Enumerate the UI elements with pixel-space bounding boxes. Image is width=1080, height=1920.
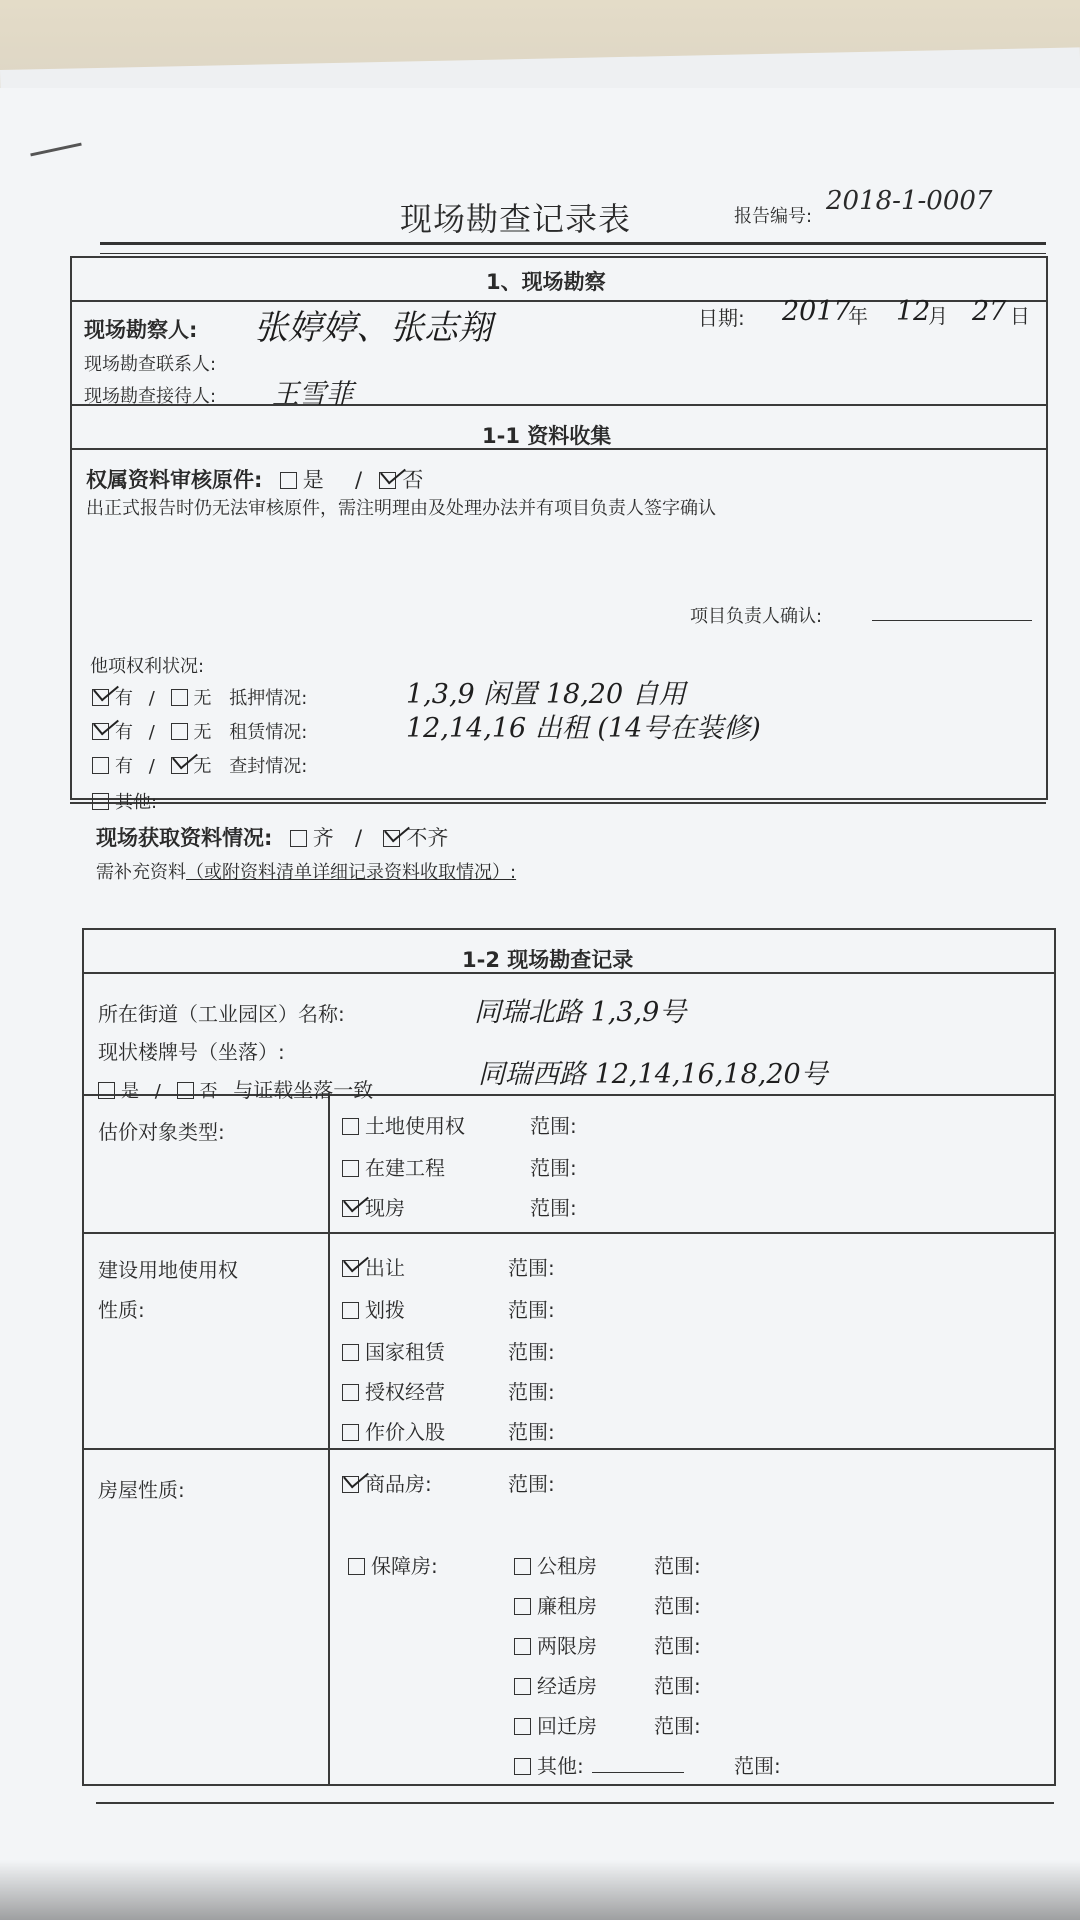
- supplement-note: （或附资料清单详细记录资料收取情况）:: [186, 862, 517, 883]
- land-right-label-line2: 性质:: [98, 1298, 145, 1322]
- commodity-row: [342, 1468, 432, 1497]
- relocation-text: 回迁房: [537, 1714, 597, 1738]
- lease-has-checkbox[interactable]: [92, 723, 109, 740]
- original-review-row: [86, 464, 423, 494]
- mortgage-none-text: 无: [193, 688, 212, 709]
- affordable-other: [514, 1750, 684, 1779]
- supplement-label: 需补充资料: [96, 862, 186, 883]
- house-nature-label: 房屋性质:: [98, 1478, 185, 1502]
- object-type-construction: [342, 1152, 445, 1181]
- affordable-relocation: [514, 1710, 597, 1739]
- scope-label: 范围:: [654, 1714, 701, 1738]
- report-number-label: 报告编号:: [734, 206, 813, 227]
- lease-none-checkbox[interactable]: [171, 723, 188, 740]
- transfer-checkbox[interactable]: [342, 1260, 359, 1277]
- consistent-label: 与证载坐落一致: [233, 1078, 374, 1102]
- consistent-row: [98, 1074, 373, 1103]
- allocation-checkbox[interactable]: [342, 1302, 359, 1319]
- slash: /: [355, 468, 363, 492]
- slash: /: [148, 688, 155, 709]
- rule: [82, 1448, 1054, 1450]
- receiver-signature: 王雪菲: [272, 379, 353, 410]
- affordable-label: 保障房:: [371, 1554, 438, 1578]
- low-rent-text: 廉租房: [537, 1594, 597, 1618]
- other-checkbox[interactable]: [92, 793, 109, 810]
- shares-checkbox[interactable]: [342, 1424, 359, 1441]
- supplement-row: [96, 858, 516, 884]
- land-right-authorized: [342, 1376, 445, 1405]
- allocation-text: 划拨: [365, 1298, 405, 1322]
- other-row: [92, 788, 157, 814]
- object-type-label: 估价对象类型:: [98, 1120, 225, 1144]
- authorized-text: 授权经营: [365, 1380, 445, 1404]
- affordable-other-checkbox[interactable]: [514, 1758, 531, 1775]
- transfer-text: 出让: [365, 1256, 405, 1280]
- mortgage-none-checkbox[interactable]: [171, 689, 188, 706]
- affordable-public-rental: [514, 1550, 597, 1579]
- lease-has-text: 有: [115, 722, 133, 743]
- complete-checkbox[interactable]: [290, 830, 307, 847]
- incomplete-checkbox[interactable]: [383, 830, 400, 847]
- existing-house-text: 现房: [365, 1196, 405, 1220]
- header-double-rule: [100, 242, 1046, 254]
- affordable-price-limited: [514, 1630, 597, 1659]
- slash: /: [148, 756, 155, 777]
- rule: [328, 1094, 330, 1784]
- economic-text: 经适房: [537, 1674, 597, 1698]
- affordable-other-text: 其他:: [537, 1754, 584, 1778]
- date-month: 12: [896, 296, 931, 327]
- land-use-text: 土地使用权: [365, 1114, 465, 1138]
- plate-label: 现状楼牌号（坐落）:: [98, 1040, 285, 1064]
- affordable-low-rent: [514, 1590, 597, 1619]
- affordable-checkbox[interactable]: [348, 1558, 365, 1575]
- seizure-row: [92, 752, 307, 778]
- section-1-title: 1、现场勘察: [486, 270, 606, 294]
- affordable-row: [348, 1550, 438, 1579]
- public-rental-text: 公租房: [537, 1554, 597, 1578]
- original-yes-text: 是: [302, 468, 324, 492]
- scope-label: 范围:: [530, 1114, 577, 1138]
- seizure-has-text: 有: [115, 756, 133, 777]
- lease-handwritten: 12,14,16 出租 (14号在装修): [406, 713, 761, 744]
- shares-text: 作价入股: [365, 1420, 445, 1444]
- seizure-none-text: 无: [193, 756, 212, 777]
- bottom-shadow: [0, 1860, 1080, 1920]
- consistent-yes-checkbox[interactable]: [98, 1082, 115, 1099]
- mortgage-has-text: 有: [115, 688, 133, 709]
- obtained-row: [96, 822, 448, 852]
- price-limited-checkbox[interactable]: [514, 1638, 531, 1655]
- object-type-land: [342, 1110, 465, 1139]
- date-label: 日期:: [698, 306, 745, 330]
- scope-label: 范围:: [654, 1674, 701, 1698]
- land-right-lease: [342, 1336, 445, 1365]
- economic-checkbox[interactable]: [514, 1678, 531, 1695]
- inspector-label: 现场勘察人:: [84, 318, 198, 342]
- form-title: 现场勘查记录表: [400, 200, 632, 238]
- original-yes-checkbox[interactable]: [280, 472, 297, 489]
- commodity-checkbox[interactable]: [342, 1476, 359, 1493]
- seizure-none-checkbox[interactable]: [171, 757, 188, 774]
- consistent-no-text: 否: [199, 1081, 218, 1102]
- scope-label: 范围:: [530, 1156, 577, 1180]
- other-rights-label: 他项权利状况:: [90, 656, 205, 677]
- scope-label: 范围:: [508, 1472, 555, 1496]
- authorized-checkbox[interactable]: [342, 1384, 359, 1401]
- plate-handwritten: 同瑞西路 12,14,16,18,20号: [478, 1059, 828, 1090]
- construction-text: 在建工程: [365, 1156, 445, 1180]
- obtained-label: 现场获取资料情况:: [96, 826, 273, 850]
- lease-none-text: 无: [193, 722, 212, 743]
- price-limited-text: 两限房: [537, 1634, 597, 1658]
- relocation-checkbox[interactable]: [514, 1718, 531, 1735]
- scope-label: 范围:: [508, 1340, 555, 1364]
- land-right-label-line1: 建设用地使用权: [98, 1258, 238, 1282]
- original-no-text: 否: [402, 468, 424, 492]
- rule: [96, 1802, 1054, 1804]
- date-day-unit: 日: [1010, 304, 1030, 328]
- slash: /: [355, 826, 363, 850]
- existing-house-checkbox[interactable]: [342, 1200, 359, 1217]
- pm-confirm-line[interactable]: [872, 620, 1032, 621]
- mortgage-handwritten: 1,3,9 闲置 18,20 自用: [406, 679, 686, 710]
- date-year: 2017: [782, 296, 851, 327]
- land-right-shares: [342, 1416, 445, 1445]
- street-handwritten: 同瑞北路 1,3,9号: [474, 997, 687, 1028]
- lease-label: 租赁情况:: [229, 722, 308, 743]
- rule: [70, 404, 1046, 406]
- date-day: 27: [972, 296, 1007, 327]
- consistent-yes-text: 是: [121, 1081, 139, 1102]
- low-rent-checkbox[interactable]: [514, 1598, 531, 1615]
- slash: /: [154, 1081, 161, 1102]
- scope-label: 范围:: [654, 1554, 701, 1578]
- original-no-checkbox[interactable]: [379, 472, 396, 489]
- date-month-unit: 月: [928, 304, 948, 328]
- section-1-2-title: 1-2 现场勘查记录: [462, 948, 634, 972]
- construction-checkbox[interactable]: [342, 1160, 359, 1177]
- scope-label: 范围:: [508, 1380, 555, 1404]
- rule: [82, 1232, 1054, 1234]
- original-review-note: 出正式报告时仍无法审核原件，需注明理由及处理办法并有项目负责人签字确认: [86, 498, 716, 519]
- land-right-allocation: [342, 1294, 405, 1323]
- object-type-existing: [342, 1192, 405, 1221]
- mortgage-label: 抵押情况:: [229, 688, 308, 709]
- scope-label: 范围:: [508, 1298, 555, 1322]
- report-number-value: 2018-1-0007: [826, 186, 993, 216]
- scope-label: 范围:: [508, 1256, 555, 1280]
- section-1-1-title: 1-1 资料收集: [482, 424, 612, 448]
- date-year-unit: 年: [848, 304, 868, 328]
- state-lease-text: 国家租赁: [365, 1340, 445, 1364]
- mortgage-row: [92, 684, 307, 710]
- other-label: 其他:: [115, 792, 158, 813]
- mortgage-has-checkbox[interactable]: [92, 689, 109, 706]
- affordable-economic: [514, 1670, 597, 1699]
- lease-row: [92, 718, 307, 744]
- complete-text: 齐: [312, 826, 334, 850]
- scope-label: 范围:: [734, 1754, 781, 1778]
- contact-label: 现场勘查联系人:: [84, 354, 217, 375]
- consistent-no-checkbox[interactable]: [177, 1082, 194, 1099]
- slash: /: [148, 722, 155, 743]
- seizure-label: 查封情况:: [229, 756, 308, 777]
- receiver-label: 现场勘查接待人:: [84, 386, 217, 407]
- original-review-label: 权属资料审核原件:: [86, 468, 263, 492]
- incomplete-text: 不齐: [406, 826, 449, 850]
- scope-label: 范围:: [654, 1634, 701, 1658]
- scope-label: 范围:: [530, 1196, 577, 1220]
- pm-confirm-label: 项目负责人确认:: [690, 606, 823, 627]
- land-right-transfer: [342, 1252, 405, 1281]
- affordable-other-line[interactable]: [592, 1754, 684, 1773]
- street-label: 所在街道（工业园区）名称:: [98, 1002, 345, 1026]
- inspector-signature: 张婷婷、张志翔: [254, 308, 492, 348]
- land-use-checkbox[interactable]: [342, 1118, 359, 1135]
- state-lease-checkbox[interactable]: [342, 1344, 359, 1361]
- commodity-label: 商品房:: [365, 1472, 432, 1496]
- public-rental-checkbox[interactable]: [514, 1558, 531, 1575]
- scope-label: 范围:: [654, 1594, 701, 1618]
- seizure-has-checkbox[interactable]: [92, 757, 109, 774]
- scope-label: 范围:: [508, 1420, 555, 1444]
- rule: [70, 802, 1046, 804]
